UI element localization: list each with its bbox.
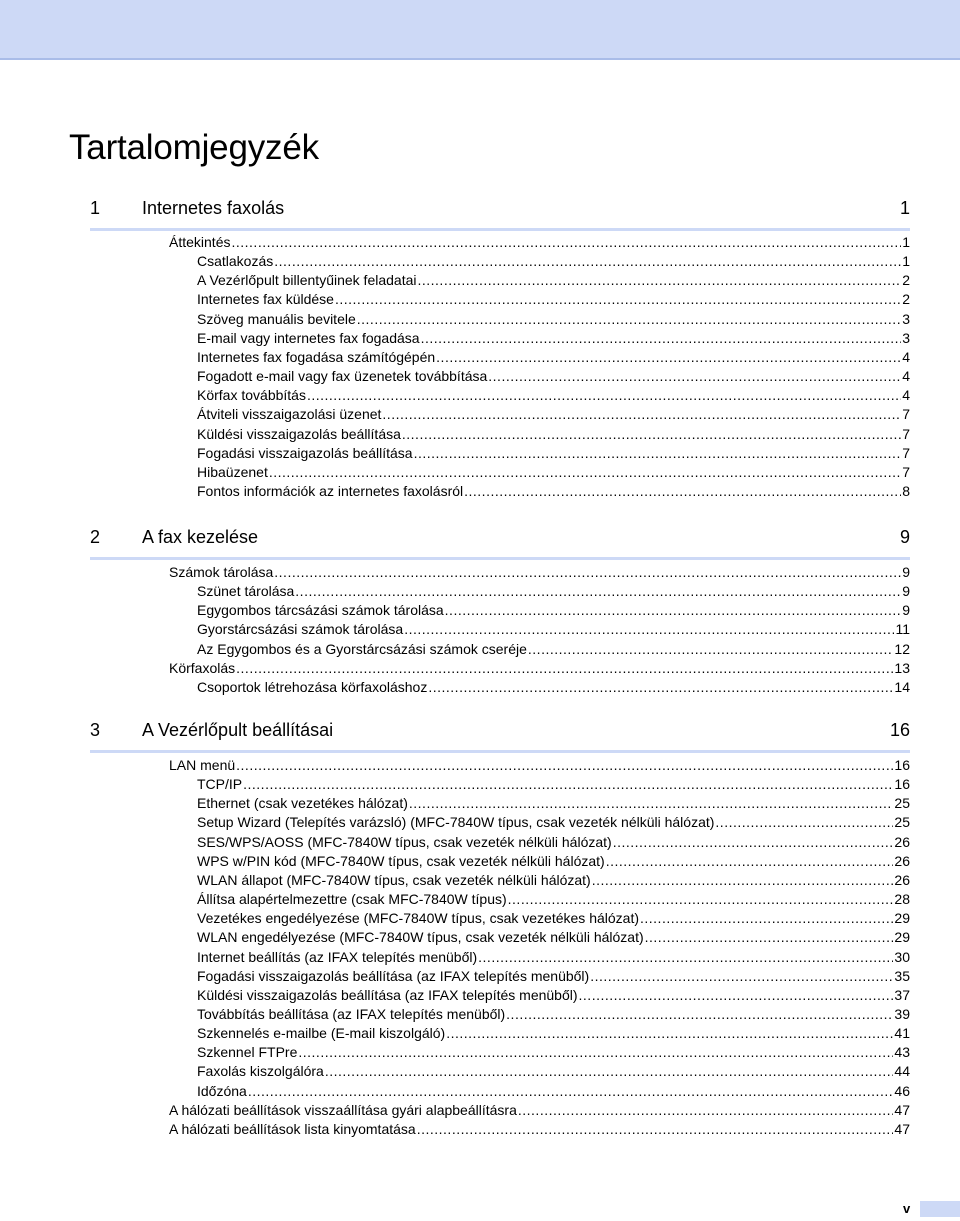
toc-entry-page: 44 — [894, 1063, 910, 1080]
toc-entry[interactable] — [197, 252, 910, 271]
toc-entry-label: Szkennel FTPre — [197, 1044, 298, 1061]
toc-entry[interactable] — [197, 967, 910, 986]
header-band — [0, 0, 960, 60]
toc-entry-label: Számok tárolása — [169, 564, 274, 580]
toc-entry-label: WPS w/PIN kód (MFC-7840W típus, csak vezeték nélküli hálózat) — [197, 852, 605, 869]
toc-entry[interactable] — [197, 909, 910, 928]
toc-entry[interactable] — [197, 1005, 910, 1024]
toc-entry[interactable] — [197, 986, 910, 1005]
toc-entry[interactable] — [169, 233, 910, 252]
chapter-page: 16 — [889, 720, 910, 740]
toc-entry[interactable] — [197, 852, 910, 871]
chapter-title: A Vezérlőpult beállításai — [142, 720, 334, 740]
toc-entry[interactable] — [197, 405, 910, 424]
dot-leader — [436, 348, 901, 367]
toc-entry-page: 4 — [902, 368, 910, 385]
dot-leader — [236, 659, 893, 678]
toc-entry[interactable] — [169, 1101, 910, 1120]
toc-entry-page: 1 — [902, 253, 910, 270]
dot-leader — [402, 425, 901, 444]
chapter-heading[interactable] — [90, 720, 910, 753]
toc-entry-page: 43 — [894, 1044, 910, 1061]
toc-entry-page: 7 — [902, 444, 910, 461]
toc-entry-label: A Vezérlőpult billentyűinek feladatai — [197, 272, 417, 289]
toc-entry-label: Vezetékes engedélyezése (MFC-7840W típus, csak vezetékes hálózat) — [197, 910, 639, 927]
toc-entry[interactable] — [169, 563, 910, 582]
toc-entry[interactable] — [197, 1043, 910, 1062]
toc-entry[interactable] — [197, 348, 910, 367]
toc-entry-label: Szünet tárolása — [197, 583, 295, 600]
toc-entry[interactable] — [197, 1062, 910, 1081]
dot-leader — [478, 948, 893, 967]
toc-entry-page: 8 — [902, 482, 910, 499]
toc-entry[interactable] — [197, 833, 910, 852]
dot-leader — [298, 1043, 893, 1062]
toc-entry[interactable] — [197, 482, 910, 501]
toc-entry-label: Az Egygombos és a Gyorstárcsázási számok cseréje — [197, 640, 527, 657]
toc-entry-page: 39 — [894, 1005, 910, 1022]
toc-entry[interactable] — [197, 425, 910, 444]
chapter-page: 1 — [899, 198, 910, 218]
toc-entry[interactable] — [197, 813, 910, 832]
toc-entry-page: 47 — [894, 1101, 910, 1118]
dot-leader — [409, 794, 894, 813]
toc-entry-label: Továbbítás beállítása (az IFAX telepítés menüből) — [197, 1005, 506, 1022]
toc-entry-label: Fogadási visszaigazolás beállítása — [197, 444, 413, 461]
chapter-number: 1 — [90, 198, 101, 218]
toc-entry[interactable] — [197, 620, 910, 639]
toc-entry-label: Gyorstárcsázási számok tárolása — [197, 621, 404, 638]
dot-leader — [357, 310, 901, 329]
toc-entry-page: 14 — [894, 678, 910, 695]
toc-entry-page: 29 — [894, 929, 910, 946]
dot-leader — [579, 986, 894, 1005]
toc-entry[interactable] — [197, 444, 910, 463]
toc-entry-label: Állítsa alapértelmezettre (csak MFC-7840W típus) — [197, 891, 507, 908]
dot-leader — [417, 271, 901, 290]
toc-entry-label: Időzóna — [197, 1082, 247, 1099]
toc-entry-label: TCP/IP — [197, 776, 243, 793]
dot-leader — [269, 463, 901, 482]
toc-entry-page: 1 — [902, 234, 910, 250]
toc-entry-page: 16 — [894, 757, 910, 773]
toc-entry-label: WLAN engedélyezése (MFC-7840W típus, csak vezeték nélküli hálózat) — [197, 929, 644, 946]
toc-entry-label: Faxolás kiszolgálóra — [197, 1063, 324, 1080]
toc-entry-label: Áttekintés — [169, 234, 231, 250]
toc-entry-label: Körfaxolás — [169, 659, 236, 676]
toc-entry-label: Csoportok létrehozása körfaxoláshoz — [197, 678, 428, 695]
toc-entry[interactable] — [197, 1024, 910, 1043]
toc-entry-label: Egygombos tárcsázási számok tárolása — [197, 602, 444, 619]
toc-entry-page: 28 — [894, 891, 910, 908]
toc-entry-page: 9 — [902, 564, 910, 580]
chapter-page: 9 — [899, 527, 910, 547]
dot-leader — [506, 1005, 893, 1024]
dot-leader — [248, 1082, 894, 1101]
dot-leader — [274, 563, 901, 582]
page-number-tab — [920, 1201, 960, 1217]
toc-entry-page: 26 — [894, 852, 910, 869]
dot-leader — [243, 775, 893, 794]
toc-entry[interactable] — [197, 1082, 910, 1101]
dot-leader — [307, 386, 901, 405]
toc-entry-page: 30 — [894, 948, 910, 965]
dot-leader — [236, 756, 893, 775]
dot-leader — [613, 833, 894, 852]
toc-entry-page: 4 — [902, 348, 910, 365]
dot-leader — [645, 928, 894, 947]
dot-leader — [464, 482, 901, 501]
toc-entry[interactable] — [197, 890, 910, 909]
toc-entry[interactable] — [197, 601, 910, 620]
dot-leader — [335, 290, 901, 309]
dot-leader — [414, 444, 902, 463]
toc-entry-page: 4 — [902, 387, 910, 404]
toc-entry-label: Fogadási visszaigazolás beállítása (az IFAX telepítés menüből) — [197, 967, 590, 984]
dot-leader — [417, 1120, 894, 1139]
dot-leader — [518, 1101, 894, 1120]
toc-entry-label: Internetes fax küldése — [197, 291, 334, 308]
toc-entry[interactable] — [197, 463, 910, 482]
dot-leader — [640, 909, 893, 928]
dot-leader — [274, 252, 901, 271]
toc-entry-page: 12 — [894, 640, 910, 657]
chapter-title: Internetes faxolás — [142, 198, 285, 218]
toc-entry-label: Szöveg manuális bevitele — [197, 310, 356, 327]
toc-entry-page: 41 — [894, 1025, 910, 1042]
toc-entry[interactable] — [197, 640, 910, 659]
toc-entry-page: 7 — [902, 406, 910, 423]
dot-leader — [508, 890, 894, 909]
toc-entry-label: SES/WPS/AOSS (MFC-7840W típus, csak vezeték nélküli hálózat) — [197, 833, 612, 850]
toc-entry-label: Körfax továbbítás — [197, 387, 306, 404]
toc-entry-page: 29 — [894, 910, 910, 927]
toc-entry-page: 35 — [894, 967, 910, 984]
dot-leader — [446, 1024, 893, 1043]
toc-entry-label: Internet beállítás (az IFAX telepítés menüből) — [197, 948, 478, 965]
toc-entry-label: LAN menü — [169, 757, 236, 773]
toc-entry-label: Csatlakozás — [197, 253, 274, 270]
toc-entry[interactable] — [169, 756, 910, 775]
toc-entry-page: 9 — [902, 602, 910, 619]
toc-entry-label: Szkennelés e-mailbe (E-mail kiszolgáló) — [197, 1025, 446, 1042]
toc-entry[interactable] — [169, 1120, 910, 1139]
dot-leader — [528, 640, 894, 659]
toc-entry[interactable] — [197, 794, 910, 813]
toc-entry-label: A hálózati beállítások visszaállítása gyári alapbeállításra — [169, 1101, 517, 1118]
toc-entry[interactable] — [169, 659, 910, 678]
page-number: v — [903, 1201, 911, 1216]
chapter-number: 3 — [90, 720, 101, 740]
toc-entry-label: WLAN állapot (MFC-7840W típus, csak vezeték nélküli hálózat) — [197, 871, 591, 888]
toc-entry-label: Internetes fax fogadása számítógépén — [197, 348, 436, 365]
toc-entry-label: Fontos információk az internetes faxolásról — [197, 482, 464, 499]
dot-leader — [590, 967, 893, 986]
toc-entry[interactable] — [197, 290, 910, 309]
toc-entry[interactable] — [197, 310, 910, 329]
toc-entry[interactable] — [197, 948, 910, 967]
dot-leader — [421, 329, 902, 348]
dot-leader — [428, 678, 893, 697]
dot-leader — [325, 1062, 894, 1081]
toc-entry-page: 16 — [894, 776, 910, 793]
toc-entry-label: A hálózati beállítások lista kinyomtatása — [169, 1120, 416, 1137]
chapter-title: A fax kezelése — [142, 527, 259, 547]
toc-entry[interactable] — [197, 582, 910, 601]
toc-entry[interactable] — [197, 775, 910, 794]
page-title: Tartalomjegyzék — [69, 128, 319, 167]
toc-entry-page: 9 — [902, 583, 910, 600]
toc-entry-page: 37 — [894, 986, 910, 1003]
toc-entry-label: Fogadott e-mail vagy fax üzenetek továbbítása — [197, 368, 488, 385]
toc-entry[interactable] — [197, 271, 910, 290]
toc-entry-label: Ethernet (csak vezetékes hálózat) — [197, 795, 408, 812]
chapter-heading[interactable] — [90, 527, 910, 560]
toc-entry[interactable] — [197, 928, 910, 947]
toc-entry-page: 11 — [895, 621, 910, 638]
toc-entry[interactable] — [197, 871, 910, 890]
chapter-heading[interactable] — [90, 198, 910, 231]
toc-entry-page: 2 — [902, 291, 910, 308]
dot-leader — [295, 582, 901, 601]
toc-entry-page: 3 — [902, 310, 910, 327]
dot-leader — [231, 233, 901, 252]
toc-entry-label: Hibaüzenet — [197, 463, 268, 480]
toc-entry[interactable] — [197, 329, 910, 348]
toc-entry-page: 7 — [902, 425, 910, 442]
toc-entry[interactable] — [197, 678, 910, 697]
dot-leader — [488, 367, 901, 386]
toc-entry-page: 26 — [894, 833, 910, 850]
toc-entry-page: 13 — [894, 659, 910, 676]
toc-entry-page: 2 — [902, 272, 910, 289]
toc-entry-page: 7 — [902, 463, 910, 480]
dot-leader — [606, 852, 894, 871]
dot-leader — [382, 405, 901, 424]
toc-entry-page: 25 — [894, 795, 910, 812]
toc-entry-label: Setup Wizard (Telepítés varázsló) (MFC-7840W típus, csak vezeték nélküli hálózat) — [197, 814, 715, 831]
dot-leader — [445, 601, 902, 620]
toc-entry-page: 25 — [894, 814, 910, 831]
toc-entry[interactable] — [197, 386, 910, 405]
toc-entry-label: Küldési visszaigazolás beállítása (az IFAX telepítés menüből) — [197, 986, 578, 1003]
dot-leader — [404, 620, 894, 639]
dot-leader — [715, 813, 893, 832]
toc-entry-page: 3 — [902, 329, 910, 346]
toc-entry[interactable] — [197, 367, 910, 386]
toc-entry-page: 26 — [894, 871, 910, 888]
toc-entry-label: E-mail vagy internetes fax fogadása — [197, 329, 420, 346]
toc-entry-label: Átviteli visszaigazolási üzenet — [197, 406, 382, 423]
dot-leader — [592, 871, 894, 890]
chapter-number: 2 — [90, 527, 101, 547]
toc-entry-page: 46 — [894, 1082, 910, 1099]
toc-entry-page: 47 — [894, 1120, 910, 1137]
toc-entry-label: Küldési visszaigazolás beállítása — [197, 425, 401, 442]
